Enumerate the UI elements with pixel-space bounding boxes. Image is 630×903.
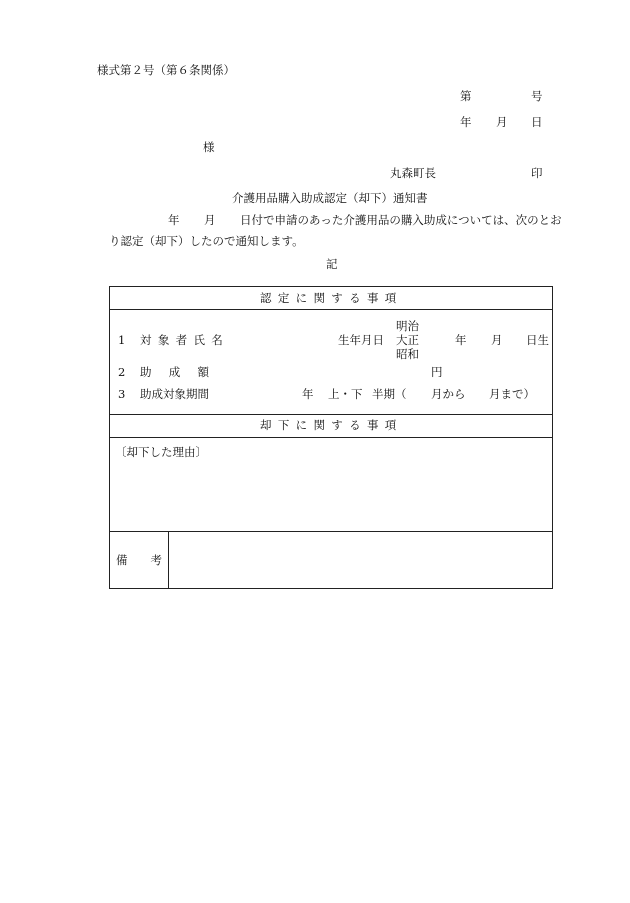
date-day: 日 [531,115,543,129]
item-number: 2 [118,365,126,379]
date-year: 年 [460,115,472,129]
body-month: 月 [204,213,216,227]
birth-year: 年 [455,333,467,347]
era-meiji: 明治 [396,319,419,333]
period-half-suffix: 半期（ [372,387,407,401]
date-month: 月 [496,115,508,129]
recipient-name-label: 対象者氏名 [140,333,230,347]
body-line1: 日付で申請のあった介護用品の購入助成については、次のとお [240,213,562,227]
remarks-divider [168,531,169,588]
body-year: 年 [168,213,180,227]
issuer-title: 丸森町長 [390,166,436,180]
seal-mark: 印 [531,166,543,180]
divider [110,414,552,415]
yen-unit: 円 [431,365,443,379]
subsidy-period-label: 助成対象期間 [140,387,209,401]
birth-day: 日生 [526,333,549,347]
document-title: 介護用品購入助成認定（却下）通知書 [232,191,428,205]
item-number: 1 [118,333,126,347]
period-to: 月まで） [489,387,535,401]
divider [110,531,552,532]
rejection-reason-label: 〔却下した理由〕 [115,445,207,459]
addressee-suffix: 様 [203,140,215,154]
era-taisho: 大正 [396,333,419,347]
era-showa: 昭和 [396,347,419,361]
body-line2: り認定（却下）したので通知します。 [109,234,304,248]
approval-section-header: 認定に関する事項 [260,291,403,305]
period-year: 年 [302,387,314,401]
doc-number-suffix: 号 [531,89,543,103]
divider [110,309,552,310]
item-number: 3 [118,387,126,401]
divider [110,437,552,438]
birth-month: 月 [491,333,503,347]
period-from: 月から [431,387,466,401]
ki-label: 記 [326,257,338,271]
birthdate-label: 生年月日 [338,333,384,347]
form-label: 様式第２号（第６条関係） [97,63,235,77]
period-half: 上・下 [328,387,363,401]
doc-number-prefix: 第 [460,89,472,103]
remarks-label: 備 考 [116,553,162,567]
rejection-section-header: 却下に関する事項 [260,418,403,432]
subsidy-amount-label: 助成額 [140,365,227,379]
details-table [109,286,553,589]
